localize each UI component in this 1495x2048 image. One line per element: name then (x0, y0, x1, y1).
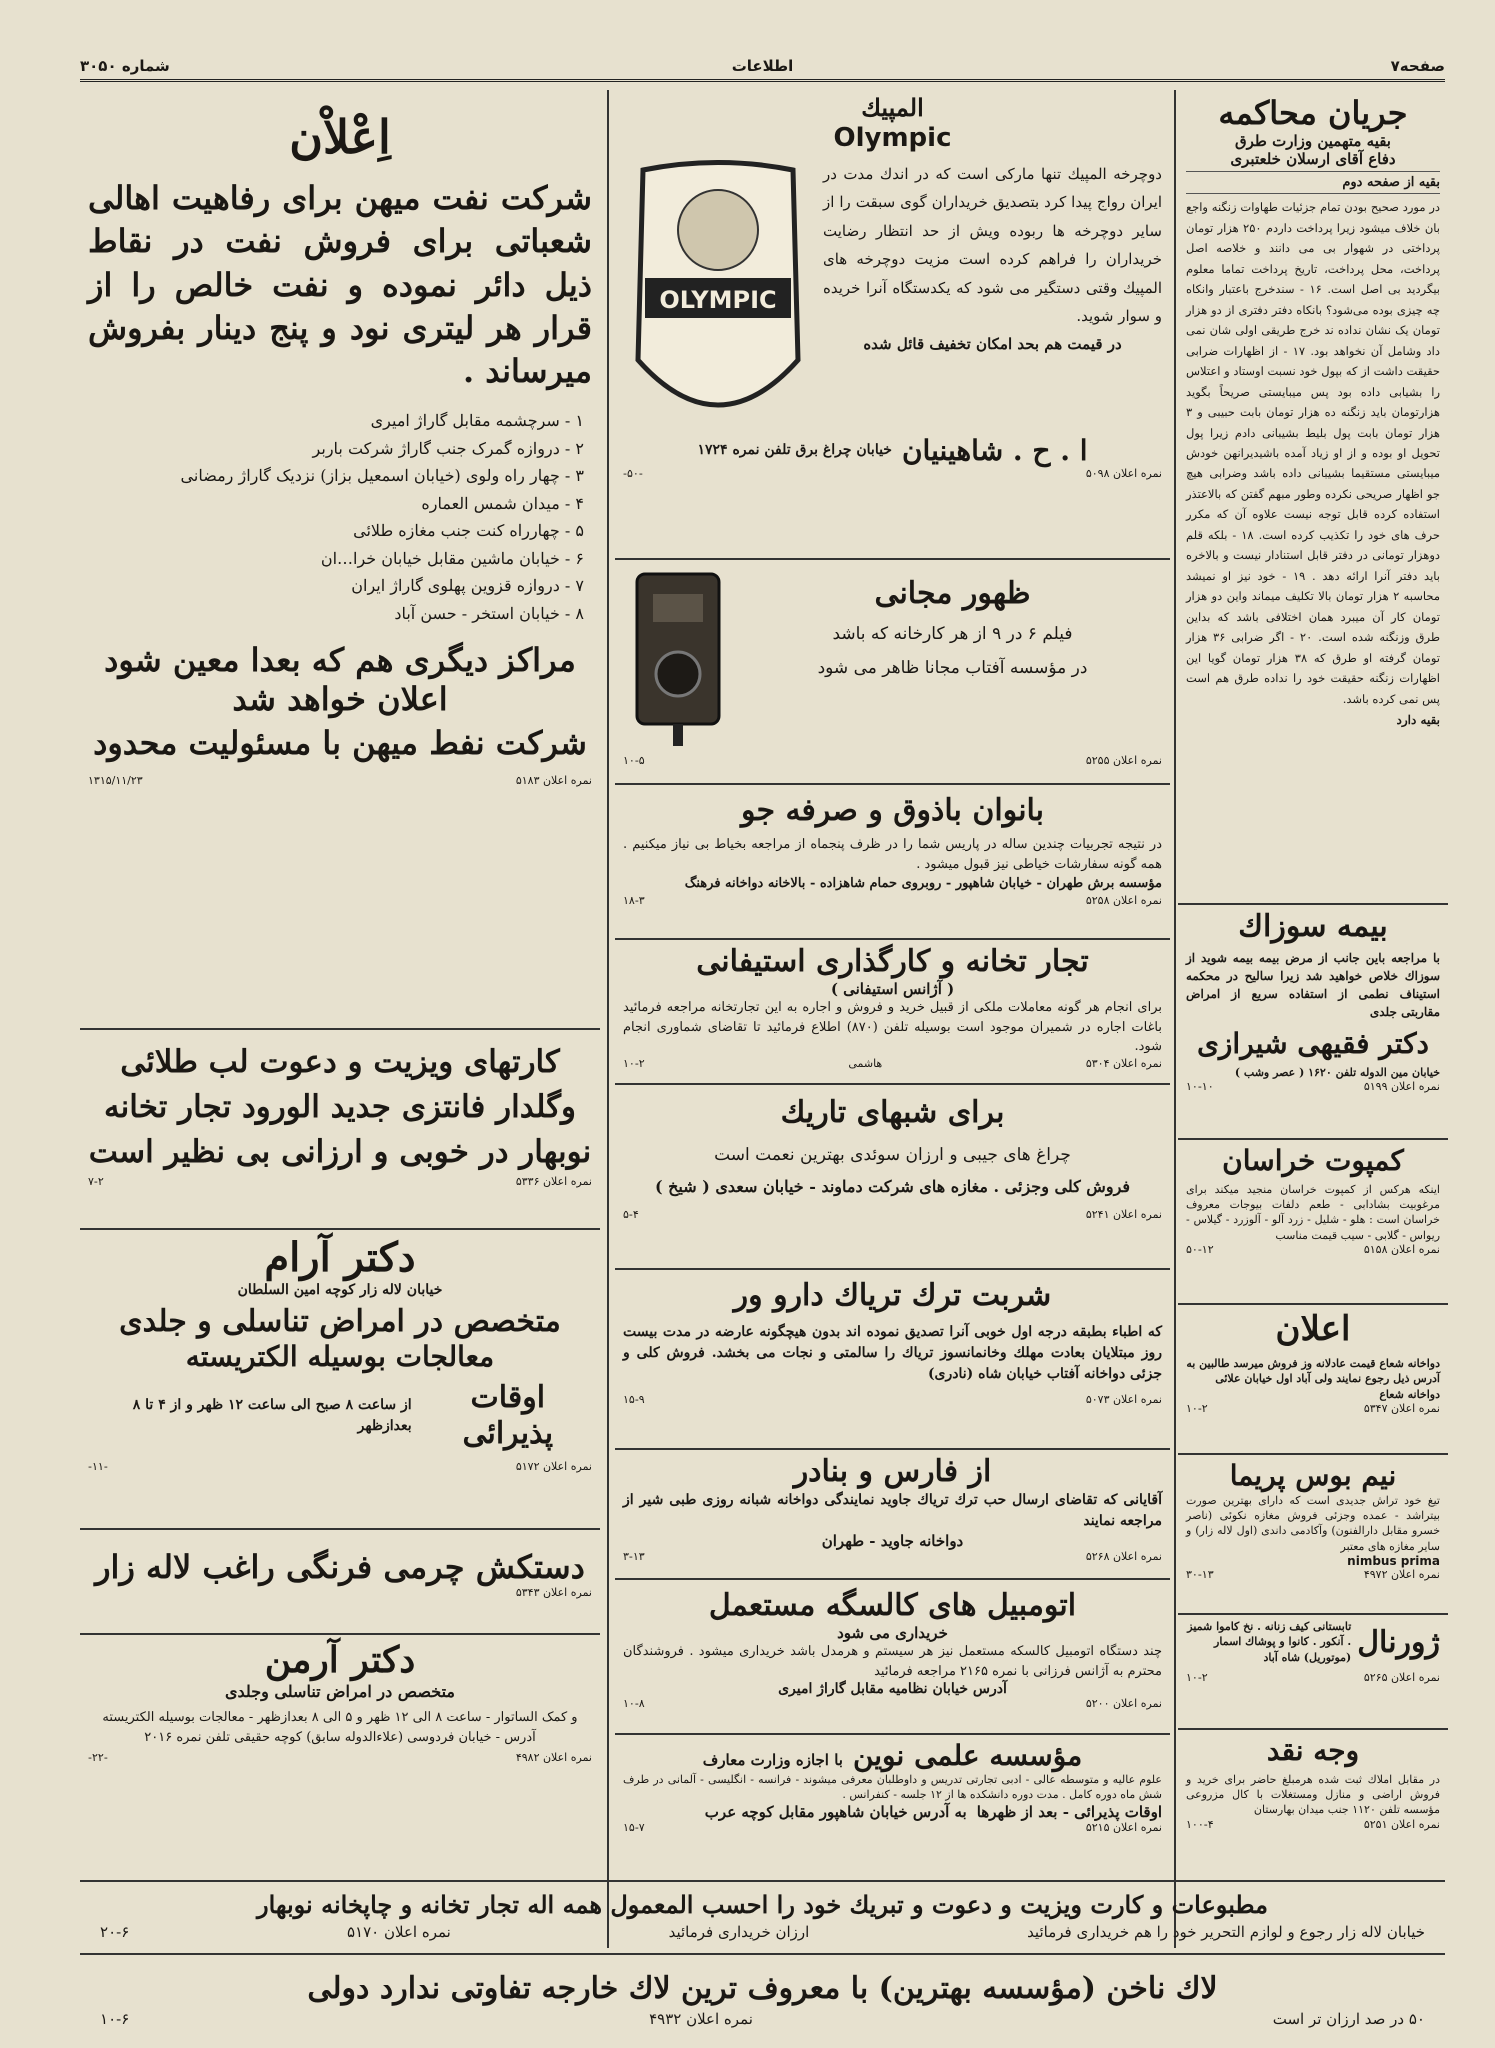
oil-notice (80, 90, 600, 1030)
ad-code: ۱۰-۱۰ (1186, 1079, 1214, 1093)
ad-ref: نمره اعلان ۵۲۶۵ (1363, 1671, 1440, 1685)
ad-ref: نمره اعلان ۵۱۷۰ (347, 1923, 451, 1941)
cards-ad (80, 1030, 600, 1230)
cars-body: چند دستگاه اتومبیل کالسکه مستعمل نیز هر سیستم و هرمدل باشد خریداری میشود . فروشندگان محترم به آژانس فرزانی با نمره ۲۱۶۵ مراجعه فرمائید (623, 1644, 1162, 1679)
ad-ref: نمره اعلان ۵۲۴۱ (1085, 1208, 1162, 1221)
aram-specialty: متخصص در امراض تناسلی و جلدی (119, 1304, 561, 1339)
nail-polish-ad: لاك ناخن (مؤسسه بهترین) با معروف ترین لاك خارجه تفاوتی ندارد دولی (80, 1953, 1445, 2006)
journal-ad (1178, 1615, 1448, 1730)
aram-hours-label: اوقات پذیرائی (462, 1379, 554, 1451)
ad-date: ۱۳۱۵/۱۱/۲۳ (88, 774, 143, 788)
list-item: ۳ - چهار راه ولوی (خیابان اسمعیل بزاز) نزدیک گاراژ رمضانی (180, 466, 584, 486)
cars-ad (615, 1580, 1170, 1735)
shoa-title: اعلان (1275, 1309, 1351, 1349)
trial-report (1178, 90, 1448, 905)
trial-title: جریان محاکمه (1218, 94, 1408, 132)
camera-lens (656, 652, 700, 696)
ad-ref: نمره اعلان ۵۳۴۳ (515, 1586, 592, 1600)
fars-title: از فارس و بنادر (793, 1454, 992, 1489)
notice-list (88, 407, 592, 627)
cash-ad (1178, 1730, 1448, 1890)
compote-body: اینکه هرکس از کمپوت خراسان منجید میکند برای مرغوبیت بشادابی - طعم دلفات بیوجات معروف خراسان است : هلو - شلیل - زرد آلو - آلوزرد - گیلاس - ریواس - گلابی - سیب قیمت مناسب (1186, 1182, 1440, 1242)
olympic-footer (623, 467, 1162, 480)
armen-address: آدرس - خیابان فردوسی (علاءالدوله سابق) کوچه حقیقی تلفن نمره ۲۰۱۶ (144, 1729, 536, 1745)
list-item: ۵ - چهارراه کنت جنب مغازه طلائی (353, 521, 584, 541)
opium-ad (615, 1270, 1170, 1450)
notice-title: اِعْلاْن (289, 110, 391, 164)
cash-body: در مقابل املاك ثبت شده هرمبلغ حاضر برای خرید و فروش اراضی و منازل ومستغلات با کال مزروعی مؤسسه تلفن ۱۱۲۰ جنب میدان بهارستان (1186, 1772, 1440, 1817)
ad-ref: نمره اعلان ۵۳۰۴ (1085, 1056, 1162, 1070)
flashlight-title: برای شبهای تاریك (780, 1095, 1005, 1130)
institute-address: به آدرس خیابان شاهپور مقابل کوچه عرب (704, 1802, 967, 1821)
sozak-footer (1186, 1080, 1440, 1093)
sozak-body: با مراجعه باین جانب از مرض بیمه بیمه شوید از سوزاك خلاص خواهید شد زیرا سالیح در محکمه استیناف نطمی از استفاده سریع از امراض مقاربتی جلدی (1186, 951, 1440, 1019)
list-item: ۱ - سرچشمه مقابل گاراژ امیری (370, 411, 584, 431)
divider (1186, 193, 1440, 194)
ad-code: -۱۱- (88, 1459, 108, 1473)
ladies-title: بانوان باذوق و صرفه جو (740, 793, 1045, 828)
trial-body: در مورد صحیح بودن تمام جزئیات طهاوات زنگنه واجع بان خلاف میشود زیرا پرداخت داردم ۲۵۰ هزار تومان پرداختی در شهوار بی می دانند و خلاصه اصل پرداخت، محل پرداخت، تاریخ پرداخت تماما معلوم بیگردید بی اصل است. ۱۶ - سندخرج باعتبار وانکاه چه چیزی بوده می‌شود؟ بانکاه دفتر دفتری از دو هزار تومان یک نشان نداده ند خرج طریقی اولی شان نمی داد وشامل آن نخواهد بود. ۱۷ - از اظهارات ضرابی حقیقت داشت از که بپول خود نسبت اوستاد و اعتلاس را بشیابی داده بود پس میبایستی صریحاً بگوید هزارتومان باید زنگنه ده هزار تومان بابت حبیبی و ۳ هزار تومان بابت پول بلیط بشیبانی دادم زیرا پول تحویل او بوده و از او زیاد آمده باشیدیرانهن خودش میبایستی مستقیما بشیبانی داده باشد وضرابی هیچ جو اظهار صریحی نکرده وطور مبهم گفتن که بالاعتذر استفاده کرده قابل توجه نیست علاوه آن که مکرر حرف های خود را تکذیب کرده است. ۱۸ - بلکه قلم دوهزار تومانی در دفتر قابل استنادار نیست و بالاخره باید دفتر آنرا ارائه دهد . ۱۹ - خود نیز او نمیشد محاسبه ۲ هزار تومان بالا تکلیف میماند واین دو هزار تومان کار آن میبرد همان اختلافی باشد که بداین طرق وزنگنه شده است. ۲۰ - اگر ضرابی ۳۶ هزار تومان گرفته او طرق که ۳۸ هزار تومان گویا این اظهارات زنگنه حقیقت خود را نداده طرق هم است پس نمی کرده باشد. (1186, 200, 1440, 706)
list-item: ۸ - خیابان استخر - حسن آباد (394, 603, 584, 623)
ad-ref: نمره اعلان ۵۲۵۱ (1363, 1817, 1440, 1831)
notice-body: شرکت نفت میهن برای رفاهیت اهالی شعباتی برای فروش نفت در نقاط ذیل دائر نموده و نفت خالص را از قرار هر لیتری نود و پنج دینار بفروش میرساند . (88, 179, 592, 390)
ad-ref: نمره اعلان ۵۱۸۳ (515, 774, 592, 788)
flashlight-address: فروش کلی وجزئی . مغازه های شرکت دماوند - خیابان سعدی ( شیخ ) (654, 1177, 1131, 1196)
ad-code: ۲۰-۶ (100, 1923, 130, 1941)
ad-ref: نمره اعلان ۵۲۱۵ (1085, 1820, 1162, 1834)
cash-footer (1186, 1818, 1440, 1831)
trial-sub2: دفاع آقای ارسلان خلعتبری (1230, 150, 1396, 169)
logo-emblem (678, 190, 758, 270)
ad-code: -۵۰- (623, 466, 643, 480)
opium-footer (623, 1393, 1162, 1406)
ad-code: ۳۰-۱۳ (1186, 1568, 1214, 1582)
aram-title: دکتر آرام (264, 1234, 416, 1281)
ad-code: ۱۰۰-۴ (1186, 1817, 1214, 1831)
camera-finder (653, 594, 703, 622)
journal-footer (1186, 1671, 1440, 1684)
ad-ref: نمره اعلان ۵۲۵۵ (1085, 754, 1162, 767)
armen-title: دکتر آرمن (264, 1639, 416, 1681)
olympic-address: خیابان چراغ برق تلفن نمره ۱۷۲۴ (697, 442, 892, 459)
middle-column (615, 90, 1170, 1948)
ad-code: ۱۵-۹ (623, 1393, 645, 1406)
notice-company: شرکت نفط میهن با مسئولیت محدود (93, 724, 587, 763)
gloves-text: دستکش چرمی فرنگی راغب لاله زار (95, 1548, 585, 1586)
ladies-body: در نتیجه تجربیات چندین ساله در پاریس شما را در ظرف پنجماه از مراجعه بخیاط بی نیاز میکنیم . همه گونه سفارشات خیاطی نیز قبول میشود . (623, 837, 1162, 872)
aram-treatment: معالجات بوسیله الکتریسته (185, 1340, 495, 1373)
institute-footer (623, 1821, 1162, 1834)
fars-body: آقایانی که تقاضای ارسال حب ترك تریاك جاوید نمایندگی دواخانه شبانه روزی طبی شیر از مراجعه نمایند (623, 1492, 1162, 1529)
cars-address: آدرس خیابان نظامیه مقابل گاراژ امیری (778, 1681, 1007, 1697)
print-shop-sub: خیابان لاله زار رجوع و لوازم التحریر خود را هم خریداری فرمائید (1027, 1923, 1425, 1941)
ad-code: ۵۰-۱۲ (1186, 1243, 1214, 1257)
nail-polish-sub: ۵۰ در صد ارزان تر است (1272, 2010, 1425, 2028)
film-footer (623, 754, 1162, 767)
prima-brand: nimbus prima (1347, 1554, 1440, 1569)
institute-row (623, 1803, 1162, 1821)
institute-title: مؤسسه علمی نوین (852, 1739, 1083, 1772)
ad-ref: نمره اعلان ۵۰۹۸ (1085, 466, 1162, 480)
olympic-text (823, 160, 1162, 430)
cards-footer (88, 1175, 592, 1188)
print-shop-ad: مطبوعات و کارت ویزیت و دعوت و تبریك خود را احسب المعمول همه اله تجار تخانه و چاپخانه نوبهار (257, 1890, 1268, 1919)
compote-title: کمپوت خراسان (1222, 1144, 1404, 1177)
agency-sub: ( آژانس استیفانی ) (830, 980, 955, 998)
film-title: ظهور مجانی (874, 576, 1031, 611)
ad-code: ۱۰-۲ (1186, 1401, 1208, 1415)
ad-ref: نمره اعلان ۵۲۶۸ (1085, 1550, 1162, 1563)
logo-text: OLYMPIC (659, 285, 777, 314)
print-shop-cheap: ارزان خریداری فرمائید (668, 1923, 810, 1941)
fars-address: دواخانه جاوید - طهران (821, 1532, 964, 1550)
notice-footer (88, 774, 592, 787)
agency-ad (615, 940, 1170, 1085)
camera-leg (673, 724, 683, 746)
agency-title: تجار تخانه و کارگذاری استیفانی (696, 944, 1089, 979)
ad-code: ۱۰-۲ (623, 1056, 645, 1070)
issue-number: شماره ۳۰۵۰ (80, 57, 170, 75)
ad-ref: نمره اعلان ۵۳۴۷ (1363, 1401, 1440, 1415)
prima-body: تیغ خود تراش جدیدی است که دارای بهترین صورت بیتراشد - عمده وجزئی فروش مغازه نکوئی (ناصر خسرو مقابل دارالفنون) وآکادمی داندی (اول لاله زار) و سایر مغازه های معتبر (1186, 1493, 1440, 1553)
sozak-ad (1178, 905, 1448, 1140)
ad-sign: هاشمی (848, 1056, 883, 1070)
journal-body: تابستانی کیف زنانه . نخ کاموا شمیز . آنکور . کانوا و پوشاك اسمار (موتوریل) شاه آباد (1187, 1620, 1352, 1664)
sozak-doctor: دکتر فقیهی شیرازی (1196, 1027, 1429, 1060)
nail-polish-row (80, 2006, 1445, 2032)
journal-head (1186, 1619, 1440, 1665)
dr-aram-ad (80, 1230, 600, 1530)
film-line2: در مؤسسه آفتاب مجانا ظاهر می شود (817, 658, 1088, 678)
list-item: ۶ - خیابان ماشین مقابل خیابان خرا…ان (320, 548, 584, 568)
prima-title: نیم بوس پریما (1229, 1459, 1397, 1492)
paper-name: اطلاعات (731, 57, 794, 75)
agency-body: برای انجام هر گونه معاملات ملکی از قبیل خرید و فروش و اجاره به این تجارتخانه مراجعه فرمائید باغات اجاره در شمیران موجود است بوسیله تلفن (۸۷۰) اطلاع فرمائید تا تقاضای شماوری انجام شود. (623, 1000, 1162, 1054)
left-column (80, 90, 600, 1948)
cars-sub: خریداری می شود (837, 1624, 948, 1642)
list-item: ۴ - میدان شمس العماره (421, 493, 584, 513)
flashlight-footer (623, 1208, 1162, 1221)
ad-code: ۵-۴ (623, 1208, 639, 1221)
ad-code: ۷-۲ (88, 1174, 104, 1188)
ad-code: ۱۰-۵ (623, 754, 645, 767)
fars-footer (623, 1550, 1162, 1563)
opium-title: شربت ترك تریاك دارو ور (733, 1278, 1052, 1313)
page-header (80, 55, 1445, 82)
ad-ref: نمره اعلان ۵۲۰۰ (1085, 1697, 1162, 1710)
ad-ref: نمره اعلان ۵۱۷۲ (515, 1459, 592, 1473)
shoa-ad (1178, 1305, 1448, 1455)
sozak-address: خیابان مین الدوله تلفن ۱۶۲۰ ( عصر وشب ) (1234, 1065, 1440, 1079)
armen-specialty: متخصص در امراض تناسلی وجلدی (225, 1682, 455, 1702)
aram-footer (88, 1460, 592, 1473)
olympic-logo-image (623, 160, 813, 430)
right-column (1178, 90, 1448, 1948)
prima-ad (1178, 1455, 1448, 1615)
ad-code: ۳-۱۳ (623, 1550, 645, 1563)
ad-ref: نمره اعلان ۵۱۵۸ (1363, 1243, 1440, 1257)
gloves-footer (88, 1586, 592, 1599)
institute-body: علوم عالیه و متوسطه عالی - ادبی تجارتی تدریس و داوطلبان معرفی میشوند - فرانسه - انگلیسی - آلمانی در طرف شش ماه دوره کامل . مدت دوره دانشکده ها از ۱۲ جلسه - کنفرانس . (623, 1773, 1162, 1802)
notice-more: مراکز دیگری هم که بعدا معین شود اعلان خواهد شد (104, 641, 576, 718)
institute-sub: با اجازه وزارت معارف (702, 1751, 843, 1769)
institute-ad (615, 1735, 1170, 1875)
olympic-ad (615, 90, 1170, 560)
cash-title: وجه نقد (1266, 1734, 1360, 1767)
cars-title: اتومبیل های کالسگه مستعمل (708, 1588, 1077, 1623)
shoa-body: دواخانه شعاع قیمت عادلانه وز فروش میرسد طالبین به آدرس ذیل رجوع نمایند ولی آباد اول خیابان علائی دواخانه شعاع (1186, 1356, 1440, 1401)
fars-ad (615, 1450, 1170, 1580)
ad-ref: نمره اعلان ۵۳۳۶ (515, 1174, 592, 1188)
olympic-seller-row (623, 434, 1162, 467)
gloves-ad (80, 1530, 600, 1635)
agency-footer (623, 1057, 1162, 1070)
column-rule (607, 90, 609, 1948)
compote-footer (1186, 1243, 1440, 1256)
institute-head (623, 1739, 1162, 1772)
olympic-title: المپیك (861, 93, 924, 122)
ad-code: -۲۲- (88, 1751, 108, 1765)
aram-hours-row (88, 1380, 592, 1452)
column-rule (1174, 90, 1176, 1948)
ad-ref: نمره اعلان ۵۱۹۹ (1363, 1079, 1440, 1093)
ad-code: ۱۰-۶ (100, 2010, 130, 2028)
compote-ad (1178, 1140, 1448, 1305)
trial-continued: بقیه از صفحه دوم (1342, 175, 1440, 191)
armen-footer (88, 1751, 592, 1764)
page-number: صفحه۷ (1390, 57, 1445, 75)
armen-body: و کمک الساتوار - ساعت ۸ الی ۱۲ ظهر و ۵ الی ۸ بعدازظهر - معالجات بوسیله الکتریسته (102, 1710, 578, 1726)
film-line1: فیلم ۶ در ۹ از هر کارخانه که باشد (832, 624, 1073, 644)
dr-armen-ad (80, 1635, 600, 1875)
shoa-footer (1186, 1402, 1440, 1415)
camera-image (623, 564, 733, 754)
ad-ref: نمره اعلان ۴۹۳۲ (649, 2010, 753, 2028)
divider (1186, 171, 1440, 172)
aram-hours: از ساعت ۸ صبح الی ساعت ۱۲ ظهر و از ۴ تا ۸ بعدازظهر (132, 1396, 412, 1434)
opium-body: که اطباء بطبقه درجه اول خوبی آنرا تصدیق نموده اند بدون هیچگونه عارضه در مدت بیست روز مبتلایان بعادت مهلك وخانمانسوز تریاك را سالمتی و نجات می بخشد. فروش کلی و جزئی دواخانه آفتاب خیابان شاه (نادری) (623, 1324, 1162, 1382)
film-ad (615, 560, 1170, 785)
ad-code: ۱۰-۸ (623, 1697, 645, 1710)
ladies-address: مؤسسه برش طهران - خیابان شاهپور - روبروی حمام شاهزاده - بالاخانه دواخانه فرهنگ (684, 876, 1162, 891)
olympic-body: دوچرخه المپیك تنها مارکی است که در اندك مدت در ایران رواج پیدا کرد بتصدیق خریداران گوی سبقت را از سایر دوچرخه ها ربوده ویش از حد انتظار رضایت خریداران را فراهم کرده است مزیت دوچرخه های المپیك وقتی دستگیر می شود که یکدستگاه آنرا خریده و سوار شوید. (823, 164, 1162, 326)
flashlight-body: چراغ های جیبی و ارزان سوئدی بهترین نعمت است (714, 1145, 1071, 1165)
trial-more: بقیه دارد (1396, 713, 1440, 728)
ad-code: ۱۵-۷ (623, 1820, 645, 1834)
list-item: ۷ - دروازه قزوین پهلوی گاراژ ایران (351, 576, 584, 596)
ad-code: ۱۸-۳ (623, 893, 645, 907)
olympic-title-en: Olympic (833, 122, 952, 153)
ad-ref: نمره اعلان ۵۰۷۳ (1085, 1393, 1162, 1406)
page-footer (80, 1880, 1445, 2042)
olympic-discount: در قیمت هم بحد امکان تخفیف قائل شده (863, 334, 1122, 353)
ad-ref: نمره اعلان ۴۹۷۲ (1363, 1568, 1440, 1582)
list-item: ۲ - دروازه گمرک جنب گاراژ شرکت باربر (312, 438, 584, 458)
ad-ref: نمره اعلان ۵۲۵۸ (1085, 893, 1162, 907)
ad-ref: نمره اعلان ۴۹۸۲ (515, 1751, 592, 1765)
ladies-ad (615, 785, 1170, 940)
cars-footer (623, 1697, 1162, 1710)
aram-address: خیابان لاله زار کوچه امین السلطان (237, 1282, 443, 1298)
cards-text: کارتهای ویزیت و دعوت لب طلائی وگلدار فانتزی جدید الورود تجار تخانه نوبهار در خوبی و ارزانی بی نظیر است (88, 1044, 592, 1170)
journal-title: ژورنال (1357, 1624, 1440, 1660)
institute-hours: اوقات پذیرائی - بعد از ظهرها (976, 1802, 1162, 1821)
ad-code: ۱۰-۲ (1186, 1671, 1208, 1685)
ladies-footer (623, 894, 1162, 907)
flashlight-ad (615, 1085, 1170, 1270)
film-content (623, 564, 1162, 754)
film-text (743, 564, 1162, 754)
sozak-title: بیمه سوزاك (1238, 909, 1388, 944)
olympic-seller: ا . ح . شاهینیان (901, 433, 1088, 467)
olympic-content (623, 160, 1162, 430)
print-shop-row (80, 1919, 1445, 1945)
trial-sub: بقیه متهمین وزارت طرق (1235, 132, 1391, 151)
prima-footer (1186, 1568, 1440, 1581)
